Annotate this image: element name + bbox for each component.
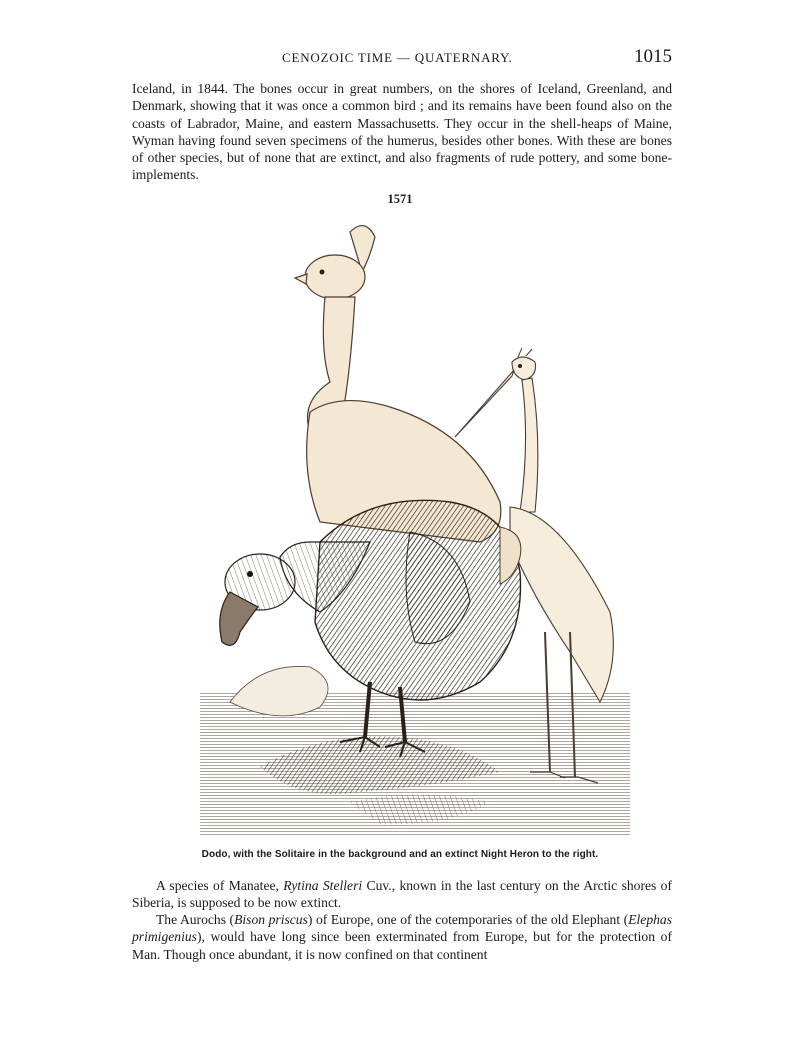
figure-illustration	[200, 212, 630, 842]
species-name: Bison priscus	[234, 912, 308, 927]
running-title: CENOZOIC TIME — QUATERNARY.	[282, 50, 513, 65]
text: The Aurochs (	[156, 912, 235, 927]
species-name: Elephas primigenius	[132, 912, 673, 945]
paragraph-aurochs	[132, 911, 672, 963]
solitaire-bird	[295, 226, 501, 542]
paragraph-iceland: Iceland, in 1844. The bones occur in great numbers, on the shores of Iceland, Greenland, and Denmark, showing that it was once a common bird ; and its remains have been found also on the coasts of Labrador, Maine, and eastern Massachusetts. They occur in the shell-heaps of Maine, Wyman having found seven specimens of the humerus, besides other bones. With these are bones of other species, but of none that are extinct, and also fragments of rude pottery, and some bone-implements.	[132, 81, 672, 183]
page-number: 1015	[634, 46, 672, 67]
figure-caption: Dodo, with the Solitaire in the background and an extinct Night Heron to the right.	[201, 849, 599, 860]
text: Cuv., known in the last century on the Arctic shores of Siberia, is supposed to be now extinct.	[132, 878, 672, 911]
text: A species of Manatee,	[156, 878, 284, 893]
running-header	[132, 46, 672, 72]
species-name: Rytina Stelleri	[283, 878, 363, 893]
text: ), would have long since been exterminated from Europe, but for the protection of Man. Though once abundant, it is now confined on that continent	[132, 929, 672, 962]
engraving-illustration	[200, 212, 630, 842]
text: ) of Europe, one of the cotemporaries of the old Elephant (	[307, 912, 629, 927]
figure-number: 1571	[387, 192, 413, 206]
paragraph-manatee	[132, 877, 672, 912]
